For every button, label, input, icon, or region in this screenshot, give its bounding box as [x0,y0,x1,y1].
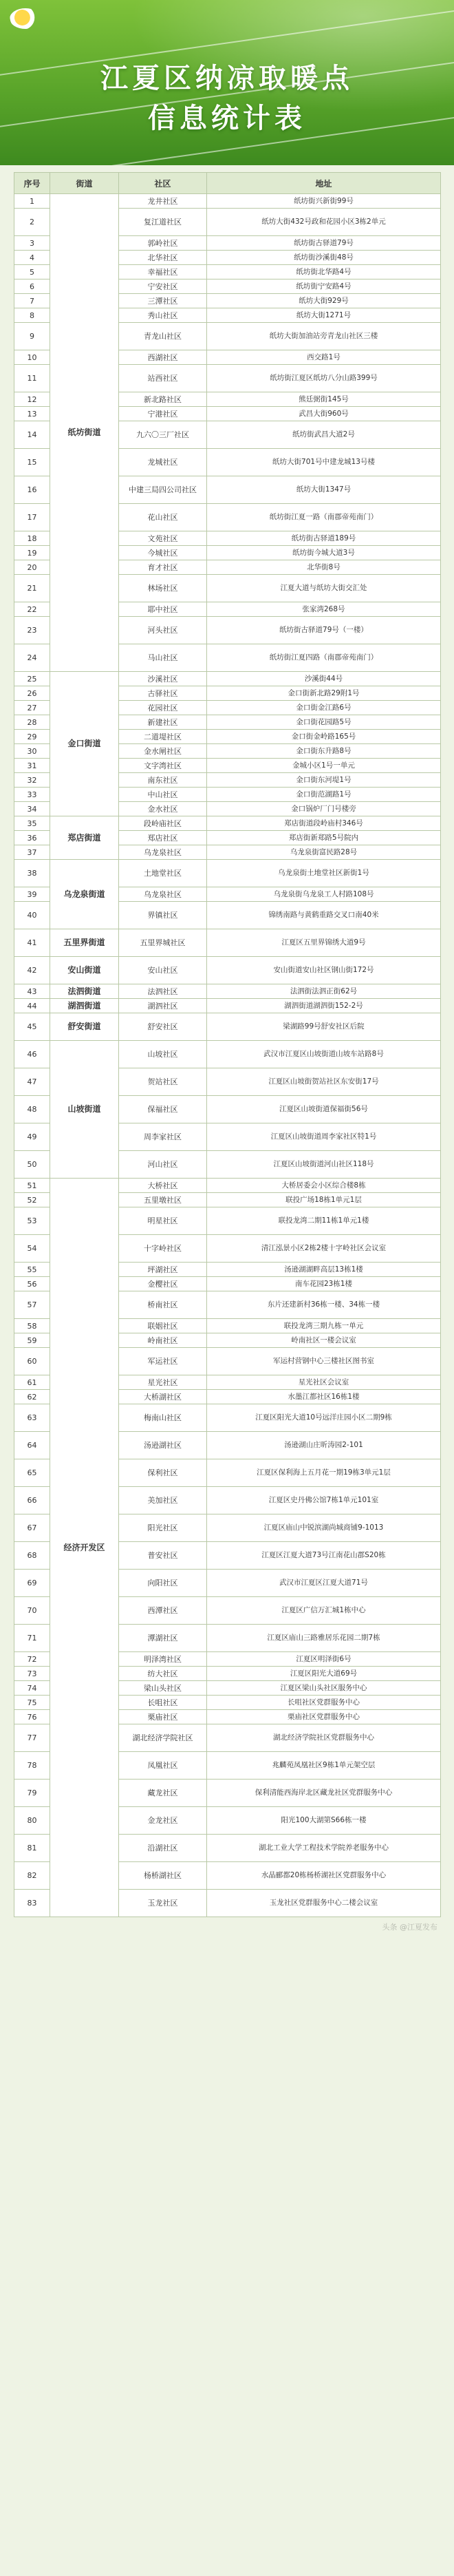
street-cell: 湖泗街道 [50,999,119,1013]
row-index: 23 [14,617,50,644]
community-cell: 马山社区 [119,644,207,672]
community-cell: 文苑社区 [119,531,207,546]
address-cell: 金口街金江路6号 [207,701,441,715]
community-cell: 段岭庙社区 [119,816,207,831]
address-cell: 江夏区史丹佛公馆7栋1单元101室 [207,1487,441,1514]
row-index: 25 [14,672,50,686]
address-cell: 江夏区庙山三路雅居乐花园二期7栋 [207,1625,441,1652]
address-cell: 联投广场18栋1单元1层 [207,1193,441,1207]
row-index: 4 [14,251,50,265]
header-banner [0,0,454,165]
row-index: 56 [14,1277,50,1291]
row-index: 46 [14,1041,50,1068]
community-cell: 林场社区 [119,575,207,602]
community-cell: 北华社区 [119,251,207,265]
row-index: 71 [14,1625,50,1652]
row-index: 28 [14,715,50,730]
community-cell: 保利社区 [119,1459,207,1487]
row-index: 7 [14,294,50,308]
address-cell: 金口街新北路29附1号 [207,686,441,701]
community-cell: 舒安社区 [119,1013,207,1041]
table-row [14,860,441,887]
community-cell: 岭南社区 [119,1333,207,1348]
address-cell: 北华街8号 [207,560,441,575]
community-cell: 三潭社区 [119,294,207,308]
community-cell: 河头社区 [119,617,207,644]
street-cell: 舒安街道 [50,1013,119,1041]
community-cell: 河山社区 [119,1151,207,1179]
row-index: 43 [14,984,50,999]
address-cell: 郑店街新郑路5号院内 [207,831,441,845]
community-cell: 美加社区 [119,1487,207,1514]
address-cell: 江夏区梁山头社区服务中心 [207,1681,441,1696]
column-header-street: 街道 [50,173,119,194]
community-cell: 花园社区 [119,701,207,715]
community-cell: 汤逊湖社区 [119,1432,207,1459]
address-cell: 金口街东升路8号 [207,744,441,759]
row-index: 33 [14,788,50,802]
page-subtitle: 信息统计表 [148,103,306,134]
row-index: 65 [14,1459,50,1487]
address-cell: 水晶郦都20栋杨桥湖社区党群服务中心 [207,1862,441,1890]
community-cell: 耶中社区 [119,602,207,617]
row-index: 35 [14,816,50,831]
community-cell: 周李家社区 [119,1123,207,1151]
address-cell: 张家湾268号 [207,602,441,617]
row-index: 82 [14,1862,50,1890]
address-cell: 纸坊街古驿道79号（一楼） [207,617,441,644]
row-index: 80 [14,1807,50,1835]
row-index: 42 [14,957,50,984]
row-index: 72 [14,1652,50,1667]
community-cell: 复江道社区 [119,209,207,236]
street-cell: 金口街道 [50,672,119,816]
address-cell: 纸坊大街929号 [207,294,441,308]
table-row [14,1041,441,1068]
community-cell: 宁港社区 [119,407,207,421]
community-cell: 花山社区 [119,504,207,531]
address-cell: 郑店街道段岭庙村346号 [207,816,441,831]
community-cell: 保福社区 [119,1096,207,1123]
column-header-community: 社区 [119,173,207,194]
row-index: 83 [14,1890,50,1917]
address-cell: 纸坊街古驿道79号 [207,236,441,251]
row-index: 12 [14,392,50,407]
community-cell: 五里界城社区 [119,929,207,957]
address-cell: 纸坊街武昌大道2号 [207,421,441,449]
address-cell: 熊廷弼街145号 [207,392,441,407]
row-index: 49 [14,1123,50,1151]
row-index: 79 [14,1780,50,1807]
row-index: 32 [14,773,50,788]
row-index: 50 [14,1151,50,1179]
community-cell: 法泗社区 [119,984,207,999]
address-cell: 汤逊湖湖畔高层13栋1楼 [207,1263,441,1277]
table-row [14,816,441,831]
community-cell: 栗庙社区 [119,1710,207,1724]
row-index: 78 [14,1752,50,1780]
row-index: 75 [14,1696,50,1710]
row-index: 26 [14,686,50,701]
table-row [14,672,441,686]
address-cell: 江夏区山坡街道河山社区118号 [207,1151,441,1179]
address-cell: 江夏区庙山中锐滨湖尚城商铺9-1013 [207,1514,441,1542]
community-cell: 潭湖社区 [119,1625,207,1652]
row-index: 40 [14,902,50,929]
row-index: 36 [14,831,50,845]
community-cell: 杨桥湖社区 [119,1862,207,1890]
table-row [14,1013,441,1041]
community-cell: 纺大社区 [119,1667,207,1681]
info-table [14,172,441,1917]
row-index: 81 [14,1835,50,1862]
address-cell: 武汉市江夏区江夏大道71号 [207,1570,441,1597]
address-cell: 江夏区广信万汇城1栋中心 [207,1597,441,1625]
row-index: 44 [14,999,50,1013]
address-cell: 纸坊大街701号中建龙城13号楼 [207,449,441,476]
community-cell: 梁山头社区 [119,1681,207,1696]
row-index: 69 [14,1570,50,1597]
row-index: 51 [14,1179,50,1193]
row-index: 29 [14,730,50,744]
address-cell: 东片还建新村36栋一楼、34栋一楼 [207,1291,441,1319]
community-cell: 湖北经济学院社区 [119,1724,207,1752]
row-index: 48 [14,1096,50,1123]
row-index: 14 [14,421,50,449]
row-index: 47 [14,1068,50,1096]
address-cell: 金口锅炉厂门号楼旁 [207,802,441,816]
community-cell: 今城社区 [119,546,207,560]
address-cell: 纸坊大街加油站旁青龙山社区三楼 [207,323,441,350]
community-cell: 乌龙泉社区 [119,887,207,902]
row-index: 20 [14,560,50,575]
row-index: 10 [14,350,50,365]
address-cell: 栗庙社区党群服务中心 [207,1710,441,1724]
row-index: 3 [14,236,50,251]
address-cell: 纸坊街沙溪街48号 [207,251,441,265]
row-index: 38 [14,860,50,887]
row-index: 53 [14,1207,50,1235]
community-cell: 土地堂社区 [119,860,207,887]
address-cell: 纸坊街今城大道3号 [207,546,441,560]
community-cell: 郑店社区 [119,831,207,845]
community-cell: 秀山社区 [119,308,207,323]
street-cell: 郑店街道 [50,816,119,860]
row-index: 22 [14,602,50,617]
table-body [14,194,441,1917]
row-index: 63 [14,1404,50,1432]
community-cell: 向阳社区 [119,1570,207,1597]
row-index: 1 [14,194,50,209]
address-cell: 湖泗街道湖泗街152-2号 [207,999,441,1013]
address-cell: 水墨江都社区16栋1楼 [207,1390,441,1404]
community-cell: 坪湖社区 [119,1263,207,1277]
row-index: 62 [14,1390,50,1404]
address-cell: 纸坊大街1271号 [207,308,441,323]
row-index: 15 [14,449,50,476]
street-cell: 五里界街道 [50,929,119,957]
row-index: 41 [14,929,50,957]
community-cell: 大桥湖社区 [119,1390,207,1404]
address-cell: 纸坊大街1347号 [207,476,441,504]
address-cell: 湖北经济学院社区党群服务中心 [207,1724,441,1752]
community-cell: 桥南社区 [119,1291,207,1319]
address-cell: 江夏区山坡街道周李家社区特1号 [207,1123,441,1151]
address-cell: 军运村营钢中心三楼社区图书室 [207,1348,441,1375]
community-cell: 中建三局四公司社区 [119,476,207,504]
address-cell: 金口街金岭路165号 [207,730,441,744]
address-cell: 乌龙泉街乌龙泉工人村路108号 [207,887,441,902]
address-cell: 武昌大街960号 [207,407,441,421]
community-cell: 育才社区 [119,560,207,575]
address-cell: 纸坊街兴新街99号 [207,194,441,209]
community-cell: 九六〇三厂社区 [119,421,207,449]
address-cell: 联投龙湾三期九栋一单元 [207,1319,441,1333]
address-cell: 武汉市江夏区山坡街道山坡车站路8号 [207,1041,441,1068]
community-cell: 藏龙社区 [119,1780,207,1807]
address-cell: 纸坊街江夏区纸坊八分山路399号 [207,365,441,392]
community-cell: 大桥社区 [119,1179,207,1193]
address-cell: 江夏大道与纸坊大街交汇处 [207,575,441,602]
address-cell: 纸坊街江夏四路（南郡帝苑南门） [207,644,441,672]
community-cell: 湖泗社区 [119,999,207,1013]
row-index: 21 [14,575,50,602]
street-cell: 山坡街道 [50,1041,119,1179]
community-cell: 西潭社区 [119,1597,207,1625]
row-index: 37 [14,845,50,860]
row-index: 58 [14,1319,50,1333]
watermark: 头条 @江夏发布 [382,1923,437,1932]
row-index: 55 [14,1263,50,1277]
row-index: 8 [14,308,50,323]
address-cell: 联投龙湾二期11栋1单元1楼 [207,1207,441,1235]
community-cell: 中山社区 [119,788,207,802]
community-cell: 二道堤社区 [119,730,207,744]
address-cell: 湖北工业大学工程技术学院养老服务中心 [207,1835,441,1862]
row-index: 19 [14,546,50,560]
row-index: 59 [14,1333,50,1348]
street-cell: 经济开发区 [50,1179,119,1917]
street-cell: 纸坊街道 [50,194,119,672]
address-cell: 星光社区会议室 [207,1375,441,1390]
community-cell: 新建社区 [119,715,207,730]
row-index: 54 [14,1235,50,1263]
page-title: 江夏区纳凉取暖点 [100,63,354,94]
community-cell: 金水社区 [119,802,207,816]
address-cell: 长咀社区党群服务中心 [207,1696,441,1710]
table-row [14,999,441,1013]
address-cell: 西交路1号 [207,350,441,365]
community-cell: 乌龙泉社区 [119,845,207,860]
row-index: 11 [14,365,50,392]
address-cell: 纸坊街北华路4号 [207,265,441,279]
address-cell: 大桥居委会小区综合楼8栋 [207,1179,441,1193]
table-row [14,194,441,209]
address-cell: 金城小区1号一单元 [207,759,441,773]
row-index: 64 [14,1432,50,1459]
address-cell: 保利清能西海岸北区藏龙社区党群服务中心 [207,1780,441,1807]
address-cell: 南车花园23栋1楼 [207,1277,441,1291]
community-cell: 金樱社区 [119,1277,207,1291]
table-row [14,984,441,999]
row-index: 27 [14,701,50,715]
address-cell: 金口街花园路5号 [207,715,441,730]
address-cell: 江夏区山坡街贺站社区东安街17号 [207,1068,441,1096]
address-cell: 金口街东河堤1号 [207,773,441,788]
street-cell: 安山街道 [50,957,119,984]
row-index: 77 [14,1724,50,1752]
row-index: 66 [14,1487,50,1514]
row-index: 18 [14,531,50,546]
address-cell: 纸坊街宁安路4号 [207,279,441,294]
row-index: 5 [14,265,50,279]
community-cell: 五里墩社区 [119,1193,207,1207]
logo-icon [10,8,41,29]
row-index: 34 [14,802,50,816]
row-index: 2 [14,209,50,236]
community-cell: 长咀社区 [119,1696,207,1710]
street-cell: 法泗街道 [50,984,119,999]
community-cell: 金龙社区 [119,1807,207,1835]
table-row [14,1179,441,1193]
community-cell: 龙城社区 [119,449,207,476]
row-index: 74 [14,1681,50,1696]
community-cell: 山坡社区 [119,1041,207,1068]
row-index: 24 [14,644,50,672]
row-index: 45 [14,1013,50,1041]
community-cell: 凤凰社区 [119,1752,207,1780]
community-cell: 文字湾社区 [119,759,207,773]
row-index: 6 [14,279,50,294]
community-cell: 古驿社区 [119,686,207,701]
address-cell: 纸坊街江夏一路（南郡帝苑南门） [207,504,441,531]
address-cell: 纸坊大街432号政和花园小区3栋2单元 [207,209,441,236]
row-index: 16 [14,476,50,504]
community-cell: 明星社区 [119,1207,207,1235]
community-cell: 宁安社区 [119,279,207,294]
row-index: 76 [14,1710,50,1724]
community-cell: 十字岭社区 [119,1235,207,1263]
address-cell: 金口街范湖路1号 [207,788,441,802]
community-cell: 界镇社区 [119,902,207,929]
address-cell: 江夏区阳光大道10号远洋庄园小区二期9栋 [207,1404,441,1432]
address-cell: 阳光100大湖第S66栋一楼 [207,1807,441,1835]
table-header-row [14,173,441,194]
row-index: 39 [14,887,50,902]
community-cell: 站西社区 [119,365,207,392]
row-index: 31 [14,759,50,773]
community-cell: 郭岭社区 [119,236,207,251]
row-index: 9 [14,323,50,350]
community-cell: 贺站社区 [119,1068,207,1096]
address-cell: 乌龙泉街富民路28号 [207,845,441,860]
row-index: 13 [14,407,50,421]
address-cell: 江夏区阳光大道69号 [207,1667,441,1681]
address-cell: 江夏区江夏大道73号江南花山郡S20栋 [207,1542,441,1570]
address-cell: 清江泓景小区2栋2楼十字岭社区会议室 [207,1235,441,1263]
community-cell: 星光社区 [119,1375,207,1390]
community-cell: 龙井社区 [119,194,207,209]
address-cell: 江夏区山坡街道保福街56号 [207,1096,441,1123]
address-cell: 安山街道安山社区钢山街172号 [207,957,441,984]
address-cell: 法泗街法泗正街62号 [207,984,441,999]
community-cell: 梅南山社区 [119,1404,207,1432]
row-index: 68 [14,1542,50,1570]
community-cell: 沙溪社区 [119,672,207,686]
community-cell: 新北路社区 [119,392,207,407]
address-cell: 江夏区五里界锦绣大道9号 [207,929,441,957]
address-cell: 沙溪街44号 [207,672,441,686]
community-cell: 沿湖社区 [119,1835,207,1862]
community-cell: 青龙山社区 [119,323,207,350]
row-index: 60 [14,1348,50,1375]
address-cell: 梁湖路99号舒安社区后院 [207,1013,441,1041]
row-index: 73 [14,1667,50,1681]
row-index: 57 [14,1291,50,1319]
community-cell: 金水闸社区 [119,744,207,759]
community-cell: 安山社区 [119,957,207,984]
address-cell: 兆麟苑凤凰社区9栋1单元架空层 [207,1752,441,1780]
row-index: 52 [14,1193,50,1207]
column-header-address: 地址 [207,173,441,194]
address-cell: 纸坊街古驿道189号 [207,531,441,546]
row-index: 17 [14,504,50,531]
column-header-index: 序号 [14,173,50,194]
community-cell: 西湖社区 [119,350,207,365]
address-cell: 乌龙泉街土地堂社区新街1号 [207,860,441,887]
table-row [14,929,441,957]
address-cell: 岭南社区一楼会议室 [207,1333,441,1348]
address-cell: 江夏区保利海上五月花一期19栋3单元1层 [207,1459,441,1487]
community-cell: 普安社区 [119,1542,207,1570]
community-cell: 明泽湾社区 [119,1652,207,1667]
row-index: 70 [14,1597,50,1625]
table-row [14,957,441,984]
row-index: 61 [14,1375,50,1390]
community-cell: 军运社区 [119,1348,207,1375]
row-index: 67 [14,1514,50,1542]
address-cell: 江夏区明泽街6号 [207,1652,441,1667]
address-cell: 汤逊湖山庄昕涛园2-101 [207,1432,441,1459]
address-cell: 玉龙社区党群服务中心二楼会议室 [207,1890,441,1917]
community-cell: 阳光社区 [119,1514,207,1542]
community-cell: 南东社区 [119,773,207,788]
community-cell: 幸福社区 [119,265,207,279]
community-cell: 玉龙社区 [119,1890,207,1917]
address-cell: 锦绣南路与黄鹤重路交叉口南40米 [207,902,441,929]
community-cell: 联姻社区 [119,1319,207,1333]
street-cell: 乌龙泉街道 [50,860,119,929]
row-index: 30 [14,744,50,759]
